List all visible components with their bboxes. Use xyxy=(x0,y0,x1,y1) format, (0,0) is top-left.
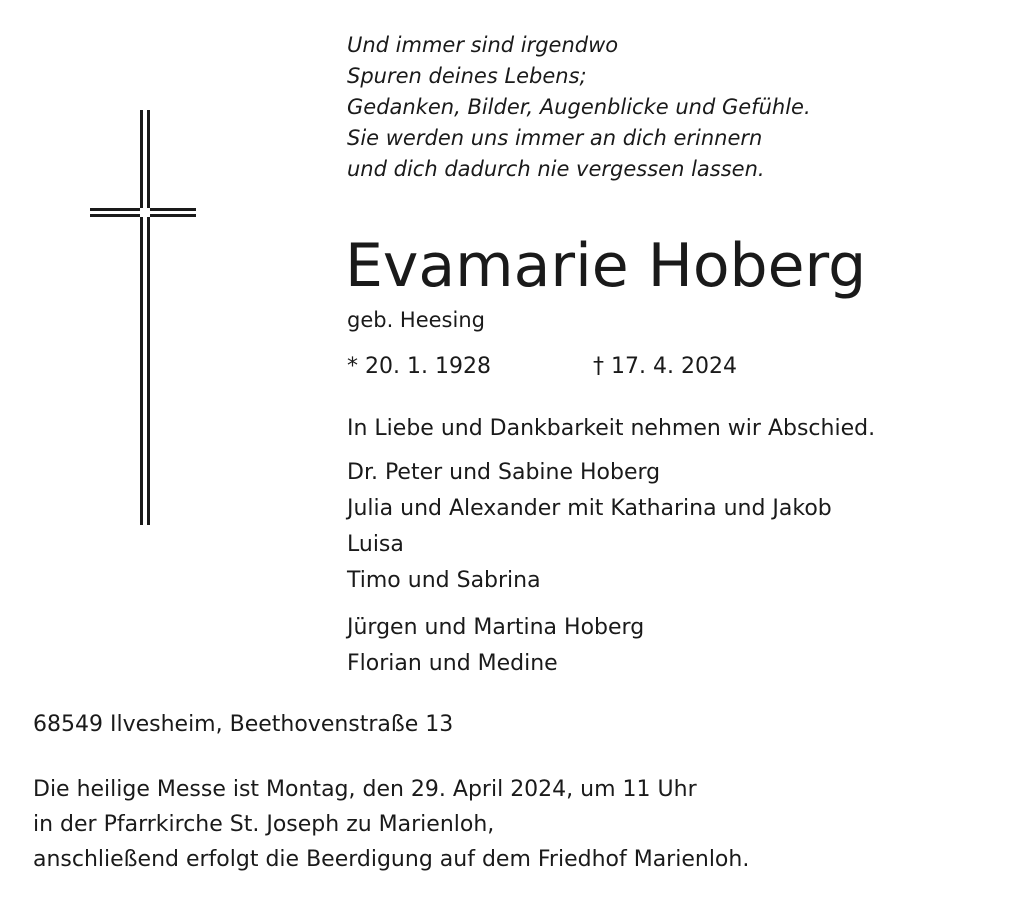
poem-line: Gedanken, Bilder, Augenblicke und Gefühle. xyxy=(347,95,811,119)
poem-line: Sie werden uns immer an dich erinnern xyxy=(347,126,763,150)
mourning-address: 68549 Ilvesheim, Beethovenstraße 13 xyxy=(33,712,454,737)
mourner-line: Luisa xyxy=(347,532,404,557)
poem-line: und dich dadurch nie vergessen lassen. xyxy=(347,157,765,181)
mourner-line: Julia und Alexander mit Katharina und Jakob xyxy=(347,496,832,521)
mourners-group-2 xyxy=(347,610,644,682)
mourner-line: Dr. Peter und Sabine Hoberg xyxy=(347,460,661,485)
poem-line: Spuren deines Lebens; xyxy=(347,64,587,88)
mourners-group-1 xyxy=(347,455,832,599)
mourner-line: Jürgen und Martina Hoberg xyxy=(347,615,645,640)
memorial-poem xyxy=(347,30,811,185)
birth-date: * 20. 1. 1928 xyxy=(347,354,491,379)
service-line: in der Pfarrkirche St. Joseph zu Marienloh, xyxy=(33,812,495,837)
deceased-name: Evamarie Hoberg xyxy=(345,231,867,301)
mourner-line: Florian und Medine xyxy=(347,651,558,676)
cross-icon xyxy=(88,110,198,525)
mourner-line: Timo und Sabrina xyxy=(347,568,541,593)
service-line: Die heilige Messe ist Montag, den 29. April 2024, um 11 Uhr xyxy=(33,777,697,802)
farewell-text: In Liebe und Dankbarkeit nehmen wir Abschied. xyxy=(347,416,876,441)
poem-line: Und immer sind irgendwo xyxy=(347,33,619,57)
service-line: anschließend erfolgt die Beerdigung auf dem Friedhof Marienloh. xyxy=(33,847,750,872)
birth-name: geb. Heesing xyxy=(347,308,485,332)
funeral-service-info xyxy=(33,772,749,877)
death-date: † 17. 4. 2024 xyxy=(593,354,737,379)
